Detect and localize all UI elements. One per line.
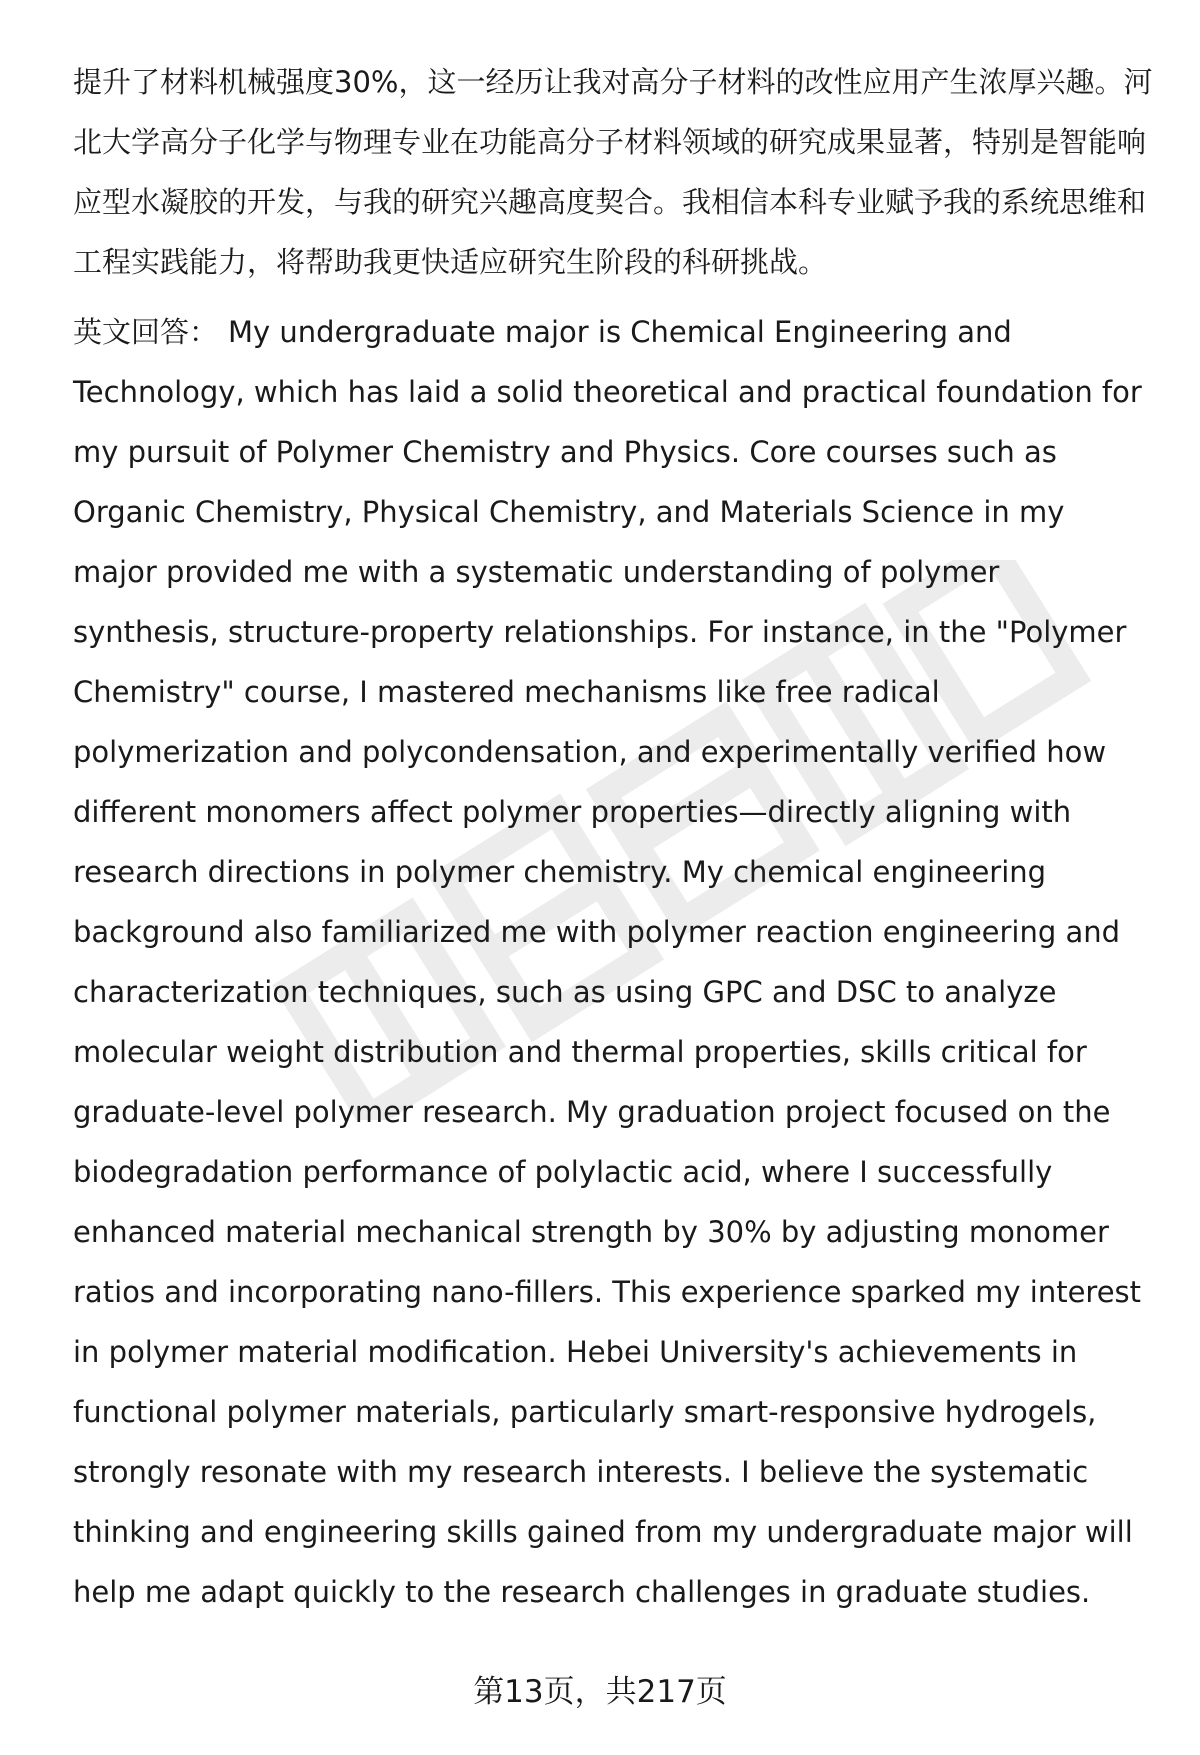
english-answer-paragraph [73, 302, 1153, 1622]
english-answer-text: My undergraduate major is Chemical Engineering and Technology, which has laid a solid theoretical and practical foundation for my pursuit of Polymer Chemistry and Physics. Core courses such as Organic Chemistry, Physical Chemistry, and Materials Science in my major provided me with a systematic understanding of polymer synthesis, structure-property relationships. For instance, in the "Polymer Chemistry" course, I mastered mechanisms like free radical polymerization and polycondensation, and experimentally verified how different monomers affect polymer properties—directly aligning with research directions in polymer chemistry. My chemical engineering background also familiarized me with polymer reaction engineering and characterization techniques, such as using GPC and DSC to analyze molecular weight distribution and thermal properties, skills critical for graduate-level polymer research. My graduation project focused on the biodegradation performance of polylactic acid, where I successfully enhanced material mechanical strength by 30% by adjusting monomer ratios and incorporating nano-fillers. This experience sparked my interest in polymer material modification. Hebei University's achievements in functional polymer materials, particularly smart-responsive hydrogels, strongly resonate with my research interests. I believe the systematic thinking and engineering skills gained from my undergraduate major will help me adapt quickly to the research challenges in graduate studies. [73, 315, 1142, 1609]
english-answer-label: 英文回答： [73, 315, 219, 349]
page-number-footer: 第13页，共217页 [473, 1674, 727, 1710]
document-body [73, 52, 1153, 1622]
chinese-answer-paragraph: 提升了材料机械强度30%，这一经历让我对高分子材料的改性应用产生浓厚兴趣。河北大学高分子化学与物理专业在功能高分子材料领域的研究成果显著，特别是智能响应型水凝胶的开发，与我的研究兴趣高度契合。我相信本科专业赋予我的系统思维和工程实践能力，将帮助我更快适应研究生阶段的科研挑战。 [73, 65, 1153, 279]
